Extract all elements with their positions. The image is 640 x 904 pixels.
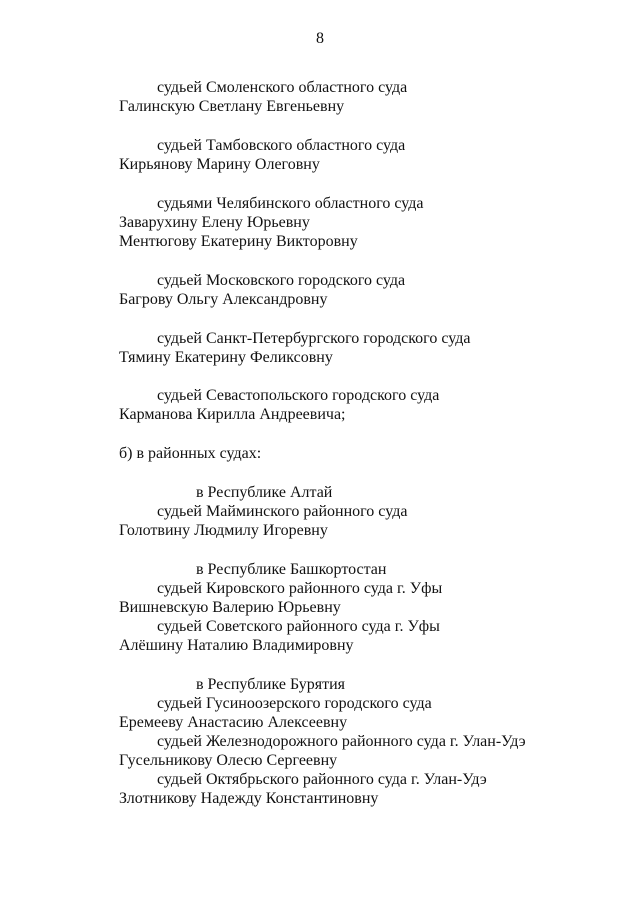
judge-name: Карманова Кирилла Андреевича;: [119, 406, 346, 423]
judge-name: Еремееву Анастасию Алексеевну: [119, 714, 348, 731]
region-heading: в Республике Башкортостан: [196, 561, 387, 578]
judge-name: Голотвину Людмилу Игоревну: [119, 522, 328, 539]
court-line: судьями Челябинского областного суда: [157, 195, 424, 212]
court-line: судьей Советского районного суда г. Уфы: [157, 618, 440, 635]
court-line: судьей Железнодорожного районного суда г. Улан-Удэ: [157, 733, 526, 750]
court-line: судьей Кировского районного суда г. Уфы: [157, 580, 443, 597]
judge-name: Злотникову Надежду Константиновну: [119, 790, 379, 807]
judge-name: Галинскую Светлану Евгеньевну: [119, 98, 345, 115]
court-line: судьей Майминского районного суда: [157, 503, 408, 520]
judge-name: Вишневскую Валерию Юрьевну: [119, 599, 341, 616]
judge-name: Кирьянову Марину Олеговну: [119, 156, 320, 173]
court-line: судьей Севастопольского городского суда: [157, 387, 440, 404]
judge-name: Алёшину Наталию Владимировну: [119, 637, 354, 654]
judge-name: Багрову Ольгу Александровну: [119, 291, 328, 308]
court-line: судьей Московского городского суда: [157, 272, 406, 289]
judge-name: Ментюгову Екатерину Викторовну: [119, 233, 358, 250]
judge-name: Заварухину Елену Юрьевну: [119, 214, 310, 231]
page-number: 8: [316, 30, 324, 47]
court-line: судьей Смоленского областного суда: [157, 79, 408, 96]
region-heading: в Республике Алтай: [196, 484, 333, 501]
court-line: судьей Тамбовского областного суда: [157, 137, 406, 154]
court-line: судьей Гусиноозерского городского суда: [157, 695, 432, 712]
court-line: судьей Санкт-Петербургского городского суда: [157, 330, 471, 347]
court-line: судьей Октябрьского районного суда г. Улан-Удэ: [157, 771, 487, 788]
judge-name: Гусельникову Олесю Сергеевну: [119, 752, 338, 769]
region-heading: в Республике Бурятия: [196, 676, 346, 693]
section-heading: б) в районных судах:: [119, 445, 262, 462]
judge-name: Тямину Екатерину Феликсовну: [119, 349, 333, 366]
